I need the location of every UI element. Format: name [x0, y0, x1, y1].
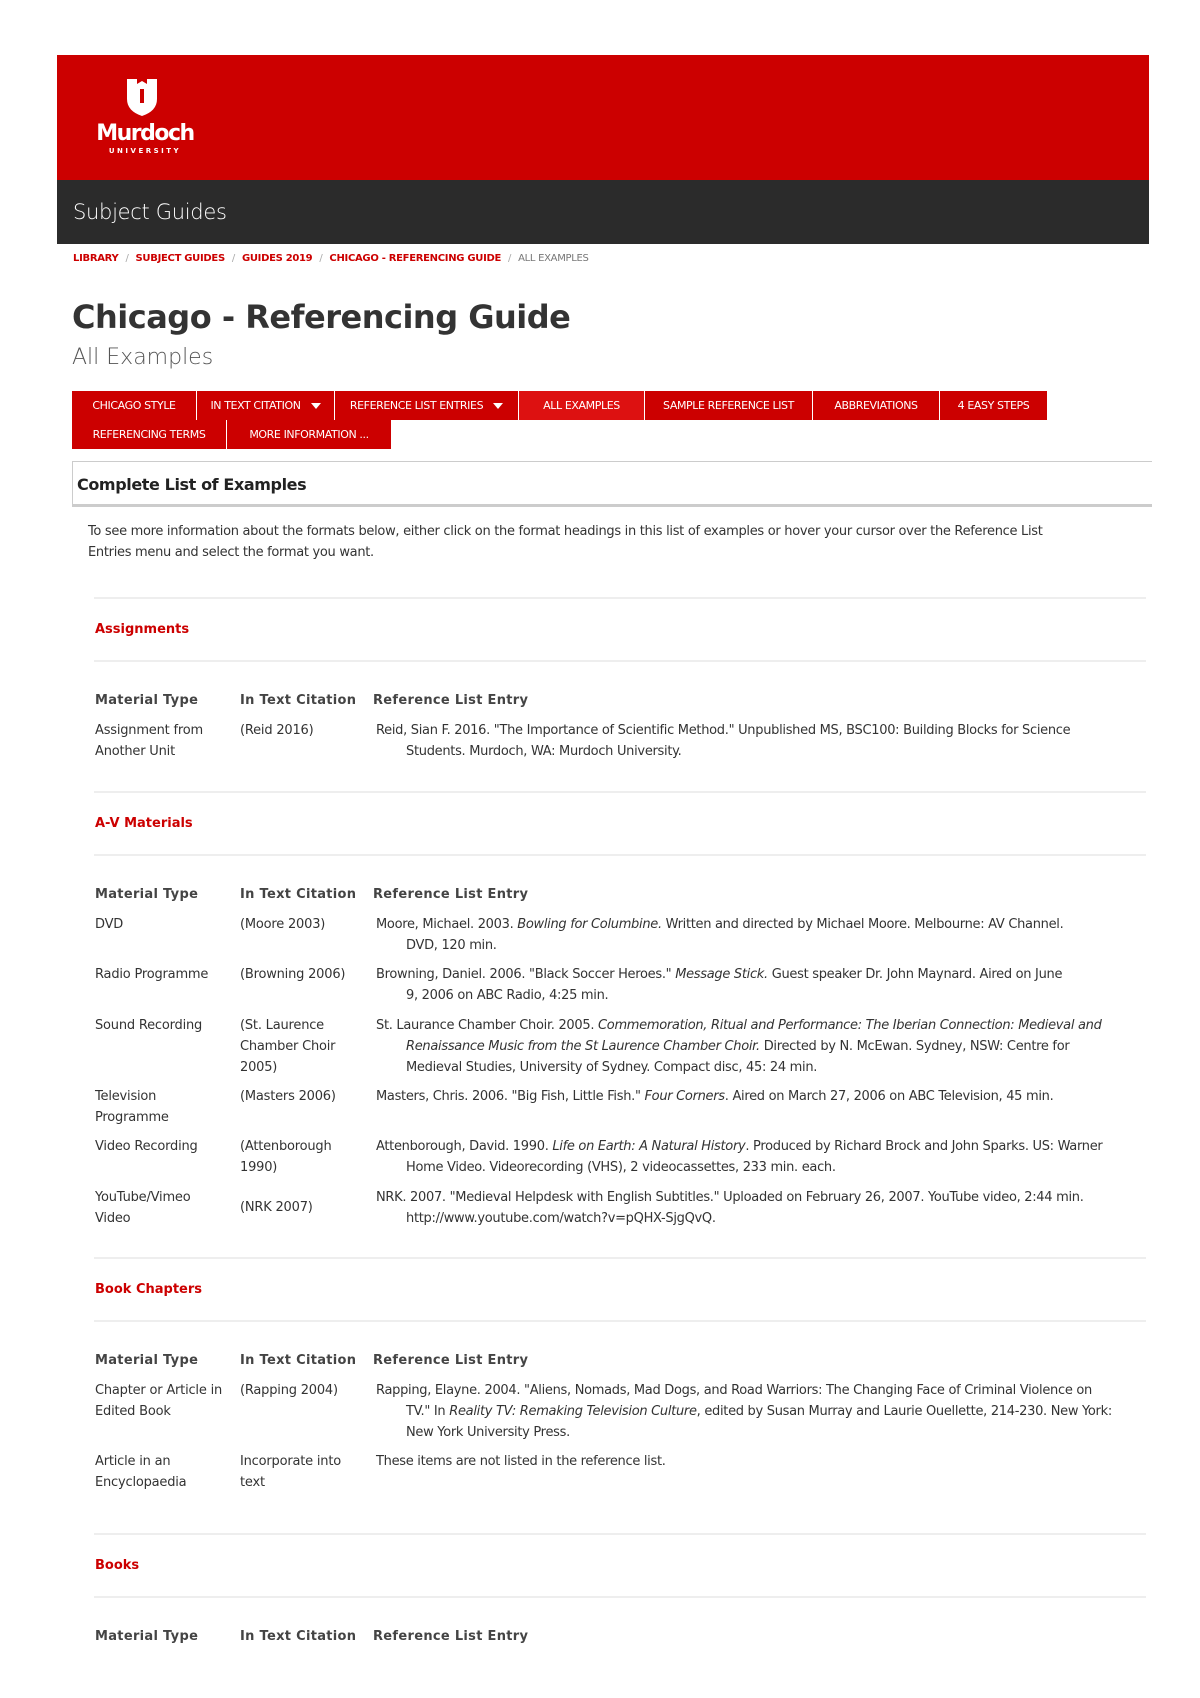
reference-line: 9, 2006 on ABC Radio, 4:25 min. [406, 988, 609, 1003]
breadcrumb-separator: / [508, 253, 512, 264]
ref-title: Reality TV: Remaking Television Culture [449, 1404, 697, 1419]
reference-line: Medieval Studies, University of Sydney. Compact disc, 45: 24 min. [406, 1060, 818, 1075]
col-header-in-text: In Text Citation [240, 1629, 357, 1644]
col-header-in-text: In Text Citation [240, 1353, 357, 1368]
section-title-books[interactable]: Books [95, 1558, 140, 1573]
logo-subtext: UNIVERSITY [108, 147, 182, 155]
reference-line [376, 1036, 1151, 1057]
intro-line: Entries menu and select the format you want. [88, 545, 374, 560]
citation-line: 1990) [240, 1160, 278, 1175]
reference-line [376, 964, 1151, 985]
tab-more-information[interactable] [227, 420, 392, 449]
in-text-citation: (Browning 2006) [240, 967, 346, 982]
breadcrumb-subject-guides[interactable]: SUBJECT GUIDES [135, 253, 225, 264]
material-type-line: Assignment from [95, 723, 203, 738]
tab-label: REFERENCING TERMS [92, 428, 206, 441]
divider [94, 791, 1146, 793]
breadcrumb-guides-2019[interactable]: GUIDES 2019 [241, 253, 313, 264]
ref-text: St. Laurance Chamber Choir. 2005. [376, 1018, 599, 1033]
citation-line: Chamber Choir [240, 1039, 336, 1054]
material-type: Radio Programme [95, 967, 209, 982]
divider [94, 1320, 1146, 1322]
reference-entry [376, 1451, 1151, 1472]
site-title-bar [57, 180, 1149, 244]
breadcrumb [73, 253, 589, 264]
ref-text: Attenborough, David. 1990. [376, 1139, 553, 1154]
ref-text: Guest speaker Dr. John Maynard. Aired on June [767, 967, 1063, 982]
reference-line: Rapping, Elayne. 2004. "Aliens, Nomads, Mad Dogs, and Road Warriors: The Changing Face of Criminal Violence on [376, 1383, 1092, 1398]
ref-text: Moore, Michael. 2003. [376, 917, 518, 932]
in-text-citation: (Reid 2016) [240, 723, 314, 738]
ref-text: Browning, Daniel. 2006. "Black Soccer Heroes." [376, 967, 676, 982]
divider [94, 1596, 1146, 1598]
breadcrumb-separator: / [231, 253, 235, 264]
ref-text: . Produced by Richard Brock and John Sparks. US: Warner [745, 1139, 1103, 1154]
reference-line: DVD, 120 min. [406, 938, 497, 953]
ref-title: Commemoration, Ritual and Performance: The Iberian Connection: Medieval and [598, 1018, 1102, 1033]
tab-all-examples[interactable] [519, 391, 645, 420]
in-text-citation [240, 1015, 335, 1078]
material-type [95, 1086, 169, 1128]
material-type-line: Article in an [95, 1454, 171, 1469]
tab-label: IN TEXT CITATION [210, 399, 301, 412]
material-type-line: Edited Book [95, 1404, 171, 1419]
reference-entry [376, 1187, 1151, 1229]
col-header-in-text: In Text Citation [240, 693, 357, 708]
reference-line: Students. Murdoch, WA: Murdoch University. [406, 744, 682, 759]
content-box-header [72, 461, 1152, 507]
in-text-citation: (Rapping 2004) [240, 1383, 338, 1398]
breadcrumb-separator: / [125, 253, 129, 264]
murdoch-logo[interactable] [95, 77, 195, 157]
reference-entry [376, 1086, 1151, 1107]
reference-line: Home Video. Videorecording (VHS), 2 videocassettes, 233 min. each. [406, 1160, 836, 1175]
reference-line [376, 914, 1151, 935]
reference-entry [376, 1380, 1151, 1443]
in-text-citation [240, 1136, 332, 1178]
ref-title: Bowling for Columbine. [517, 917, 662, 932]
col-header-material-type: Material Type [95, 693, 199, 708]
divider [94, 660, 1146, 662]
reference-line [376, 1136, 1151, 1157]
caret-down-icon [493, 403, 503, 409]
in-text-citation: (NRK 2007) [240, 1200, 313, 1215]
material-type [95, 1451, 186, 1493]
material-type: Video Recording [95, 1139, 198, 1154]
ref-title: Renaissance Music from the St Laurence Chamber Choir. [406, 1039, 760, 1054]
material-type: Sound Recording [95, 1018, 203, 1033]
tab-label: ALL EXAMPLES [543, 399, 620, 412]
reference-line: NRK. 2007. "Medieval Helpdesk with English Subtitles." Uploaded on February 26, 2007. YouTube video, 2:44 min. [376, 1190, 1084, 1205]
citation-line: Incorporate into [240, 1454, 341, 1469]
citation-line: (St. Laurence [240, 1018, 324, 1033]
material-type-line: Television [95, 1089, 157, 1104]
in-text-citation: (Moore 2003) [240, 917, 326, 932]
intro-text [88, 521, 1148, 563]
in-text-citation: (Masters 2006) [240, 1089, 336, 1104]
reference-entry [376, 720, 1151, 762]
caret-down-icon [311, 403, 321, 409]
ref-text: . Aired on March 27, 2006 on ABC Television, 45 min. [724, 1089, 1054, 1104]
tab-label: REFERENCE LIST ENTRIES [349, 399, 484, 412]
site-header [57, 55, 1149, 180]
ref-title: Message Stick. [675, 967, 768, 982]
in-text-citation [240, 1451, 341, 1493]
citation-line: text [240, 1475, 265, 1490]
site-title[interactable]: Subject Guides [73, 200, 227, 224]
breadcrumb-current: ALL EXAMPLES [518, 253, 589, 264]
reference-entry [376, 1136, 1151, 1178]
reference-entry [376, 1015, 1151, 1078]
tab-chicago-style[interactable] [72, 391, 197, 420]
section-title-book-chapters[interactable]: Book Chapters [95, 1282, 202, 1297]
material-type-line: Video [95, 1211, 131, 1226]
material-type-line: Programme [95, 1110, 169, 1125]
material-type [95, 1380, 240, 1422]
ref-text: Masters, Chris. 2006. "Big Fish, Little Fish." [376, 1089, 645, 1104]
col-header-reference: Reference List Entry [373, 693, 529, 708]
reference-link[interactable]: http://www.youtube.com/watch?v=pQHX-SjgQvQ. [406, 1211, 716, 1226]
citation-line: (Attenborough [240, 1139, 332, 1154]
tab-label: CHICAGO STYLE [92, 399, 176, 412]
divider [94, 1533, 1146, 1535]
reference-line: These items are not listed in the reference list. [376, 1454, 666, 1469]
breadcrumb-separator: / [319, 253, 323, 264]
material-type-line: Encyclopaedia [95, 1475, 187, 1490]
col-header-material-type: Material Type [95, 1629, 199, 1644]
ref-text: Written and directed by Michael Moore. Melbourne: AV Channel. [661, 917, 1064, 932]
tab-label: 4 EASY STEPS [957, 399, 1030, 412]
tab-sample-reference-list[interactable] [645, 391, 813, 420]
reference-entry [376, 914, 1151, 956]
ref-title: Life on Earth: A Natural History [552, 1139, 746, 1154]
col-header-reference: Reference List Entry [373, 887, 529, 902]
page-subtitle: All Examples [72, 345, 214, 370]
section-title-assignments[interactable]: Assignments [95, 622, 190, 637]
breadcrumb-library[interactable]: LIBRARY [73, 253, 119, 264]
material-type-line: YouTube/Vimeo [95, 1190, 191, 1205]
citation-line: 2005) [240, 1060, 278, 1075]
ref-title: Four Corners [644, 1089, 725, 1104]
section-title-av-materials[interactable]: A-V Materials [95, 816, 193, 831]
tab-reference-list-entries[interactable] [335, 391, 519, 420]
tab-label: ABBREVIATIONS [834, 399, 918, 412]
tab-4-easy-steps[interactable] [940, 391, 1048, 420]
col-header-reference: Reference List Entry [373, 1629, 529, 1644]
col-header-material-type: Material Type [95, 887, 199, 902]
reference-line [376, 1401, 1151, 1422]
tab-referencing-terms[interactable] [72, 420, 227, 449]
reference-line [376, 1015, 1151, 1036]
material-type: DVD [95, 917, 124, 932]
tab-label: SAMPLE REFERENCE LIST [663, 399, 794, 412]
content-box-title: Complete List of Examples [77, 475, 307, 494]
reference-line: Reid, Sian F. 2016. "The Importance of Scientific Method." Unpublished MS, BSC100: Building Blocks for Science [376, 723, 1071, 738]
tab-in-text-citation[interactable] [197, 391, 335, 420]
logo-wordmark: Murdoch [96, 121, 194, 146]
ref-text: TV." In [406, 1404, 450, 1419]
page-title: Chicago - Referencing Guide [72, 298, 571, 336]
divider [94, 854, 1146, 856]
reference-line: New York University Press. [406, 1425, 570, 1440]
intro-line: To see more information about the formats below, either click on the format headings in this list of examples or hover your cursor over the Reference List [88, 524, 1043, 539]
tab-label: MORE INFORMATION ... [249, 428, 369, 441]
material-type-line: Another Unit [95, 744, 175, 759]
reference-entry [376, 964, 1151, 1006]
col-header-in-text: In Text Citation [240, 887, 357, 902]
reference-line [376, 1086, 1151, 1107]
breadcrumb-chicago-guide[interactable]: CHICAGO - REFERENCING GUIDE [329, 253, 502, 264]
material-type [95, 720, 235, 762]
tab-abbreviations[interactable] [813, 391, 940, 420]
ref-text: Directed by N. McEwan. Sydney, NSW: Centre for [759, 1039, 1070, 1054]
material-type [95, 1187, 190, 1229]
divider [94, 597, 1146, 599]
shield-icon [125, 77, 159, 117]
material-type-line: Chapter or Article in [95, 1383, 223, 1398]
ref-text: , edited by Susan Murray and Laurie Ouellette, 214-230. New York: [696, 1404, 1112, 1419]
divider [94, 1257, 1146, 1259]
col-header-material-type: Material Type [95, 1353, 199, 1368]
col-header-reference: Reference List Entry [373, 1353, 529, 1368]
